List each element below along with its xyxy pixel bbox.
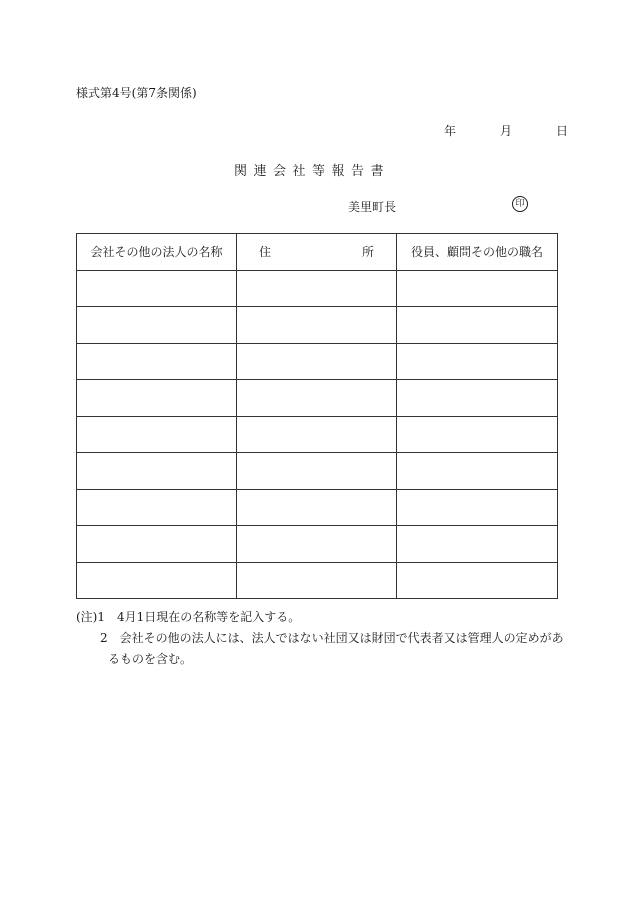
table-row xyxy=(77,453,558,490)
cell-name[interactable] xyxy=(77,562,237,599)
cell-name[interactable] xyxy=(77,307,237,344)
cell-name[interactable] xyxy=(77,489,237,526)
cell-name[interactable] xyxy=(77,380,237,417)
note-1: (注)1 4月1日現在の名称等を記入する。 xyxy=(76,610,301,624)
date-month: 月 xyxy=(500,124,513,138)
cell-role[interactable] xyxy=(397,453,558,490)
table-row xyxy=(77,416,558,453)
table-row xyxy=(77,307,558,344)
date-day: 日 xyxy=(556,124,569,138)
table-row xyxy=(77,489,558,526)
table-row xyxy=(77,526,558,563)
cell-role[interactable] xyxy=(397,270,558,307)
table-row xyxy=(77,562,558,599)
header-address-right: 所 xyxy=(361,245,374,260)
cell-role[interactable] xyxy=(397,343,558,380)
cell-role[interactable] xyxy=(397,307,558,344)
cell-address[interactable] xyxy=(237,562,397,599)
header-name: 会社その他の法人の名称 xyxy=(77,234,237,271)
cell-address[interactable] xyxy=(237,380,397,417)
cell-address[interactable] xyxy=(237,307,397,344)
document-title: 関連会社等報告書 xyxy=(234,164,391,179)
cell-address[interactable] xyxy=(237,526,397,563)
cell-name[interactable] xyxy=(77,526,237,563)
table-row xyxy=(77,270,558,307)
recipient: 美里町長 xyxy=(348,200,397,214)
note-2-line-2: るものを含む。 xyxy=(108,652,193,666)
table-header-row xyxy=(77,234,558,271)
cell-name[interactable] xyxy=(77,343,237,380)
date-line xyxy=(444,122,568,139)
header-role: 役員、顧問その他の職名 xyxy=(397,234,558,271)
cell-role[interactable] xyxy=(397,489,558,526)
table-row xyxy=(77,343,558,380)
cell-name[interactable] xyxy=(77,416,237,453)
cell-address[interactable] xyxy=(237,489,397,526)
cell-address[interactable] xyxy=(237,343,397,380)
cell-role[interactable] xyxy=(397,526,558,563)
header-address xyxy=(237,234,397,271)
cell-address[interactable] xyxy=(237,270,397,307)
seal-mark: 印 xyxy=(512,196,528,212)
cell-role[interactable] xyxy=(397,380,558,417)
report-table xyxy=(76,233,558,599)
date-year: 年 xyxy=(444,124,457,138)
cell-address[interactable] xyxy=(237,416,397,453)
header-address-left: 住 xyxy=(259,245,272,260)
cell-role[interactable] xyxy=(397,562,558,599)
cell-address[interactable] xyxy=(237,453,397,490)
form-number: 様式第4号(第7条関係) xyxy=(76,86,197,100)
table-body xyxy=(77,270,558,599)
note-2-line-1: 2 会社その他の法人には、法人ではない社団又は財団で代表者又は管理人の定めがあ xyxy=(100,631,564,645)
table-row xyxy=(77,380,558,417)
cell-name[interactable] xyxy=(77,270,237,307)
cell-role[interactable] xyxy=(397,416,558,453)
cell-name[interactable] xyxy=(77,453,237,490)
